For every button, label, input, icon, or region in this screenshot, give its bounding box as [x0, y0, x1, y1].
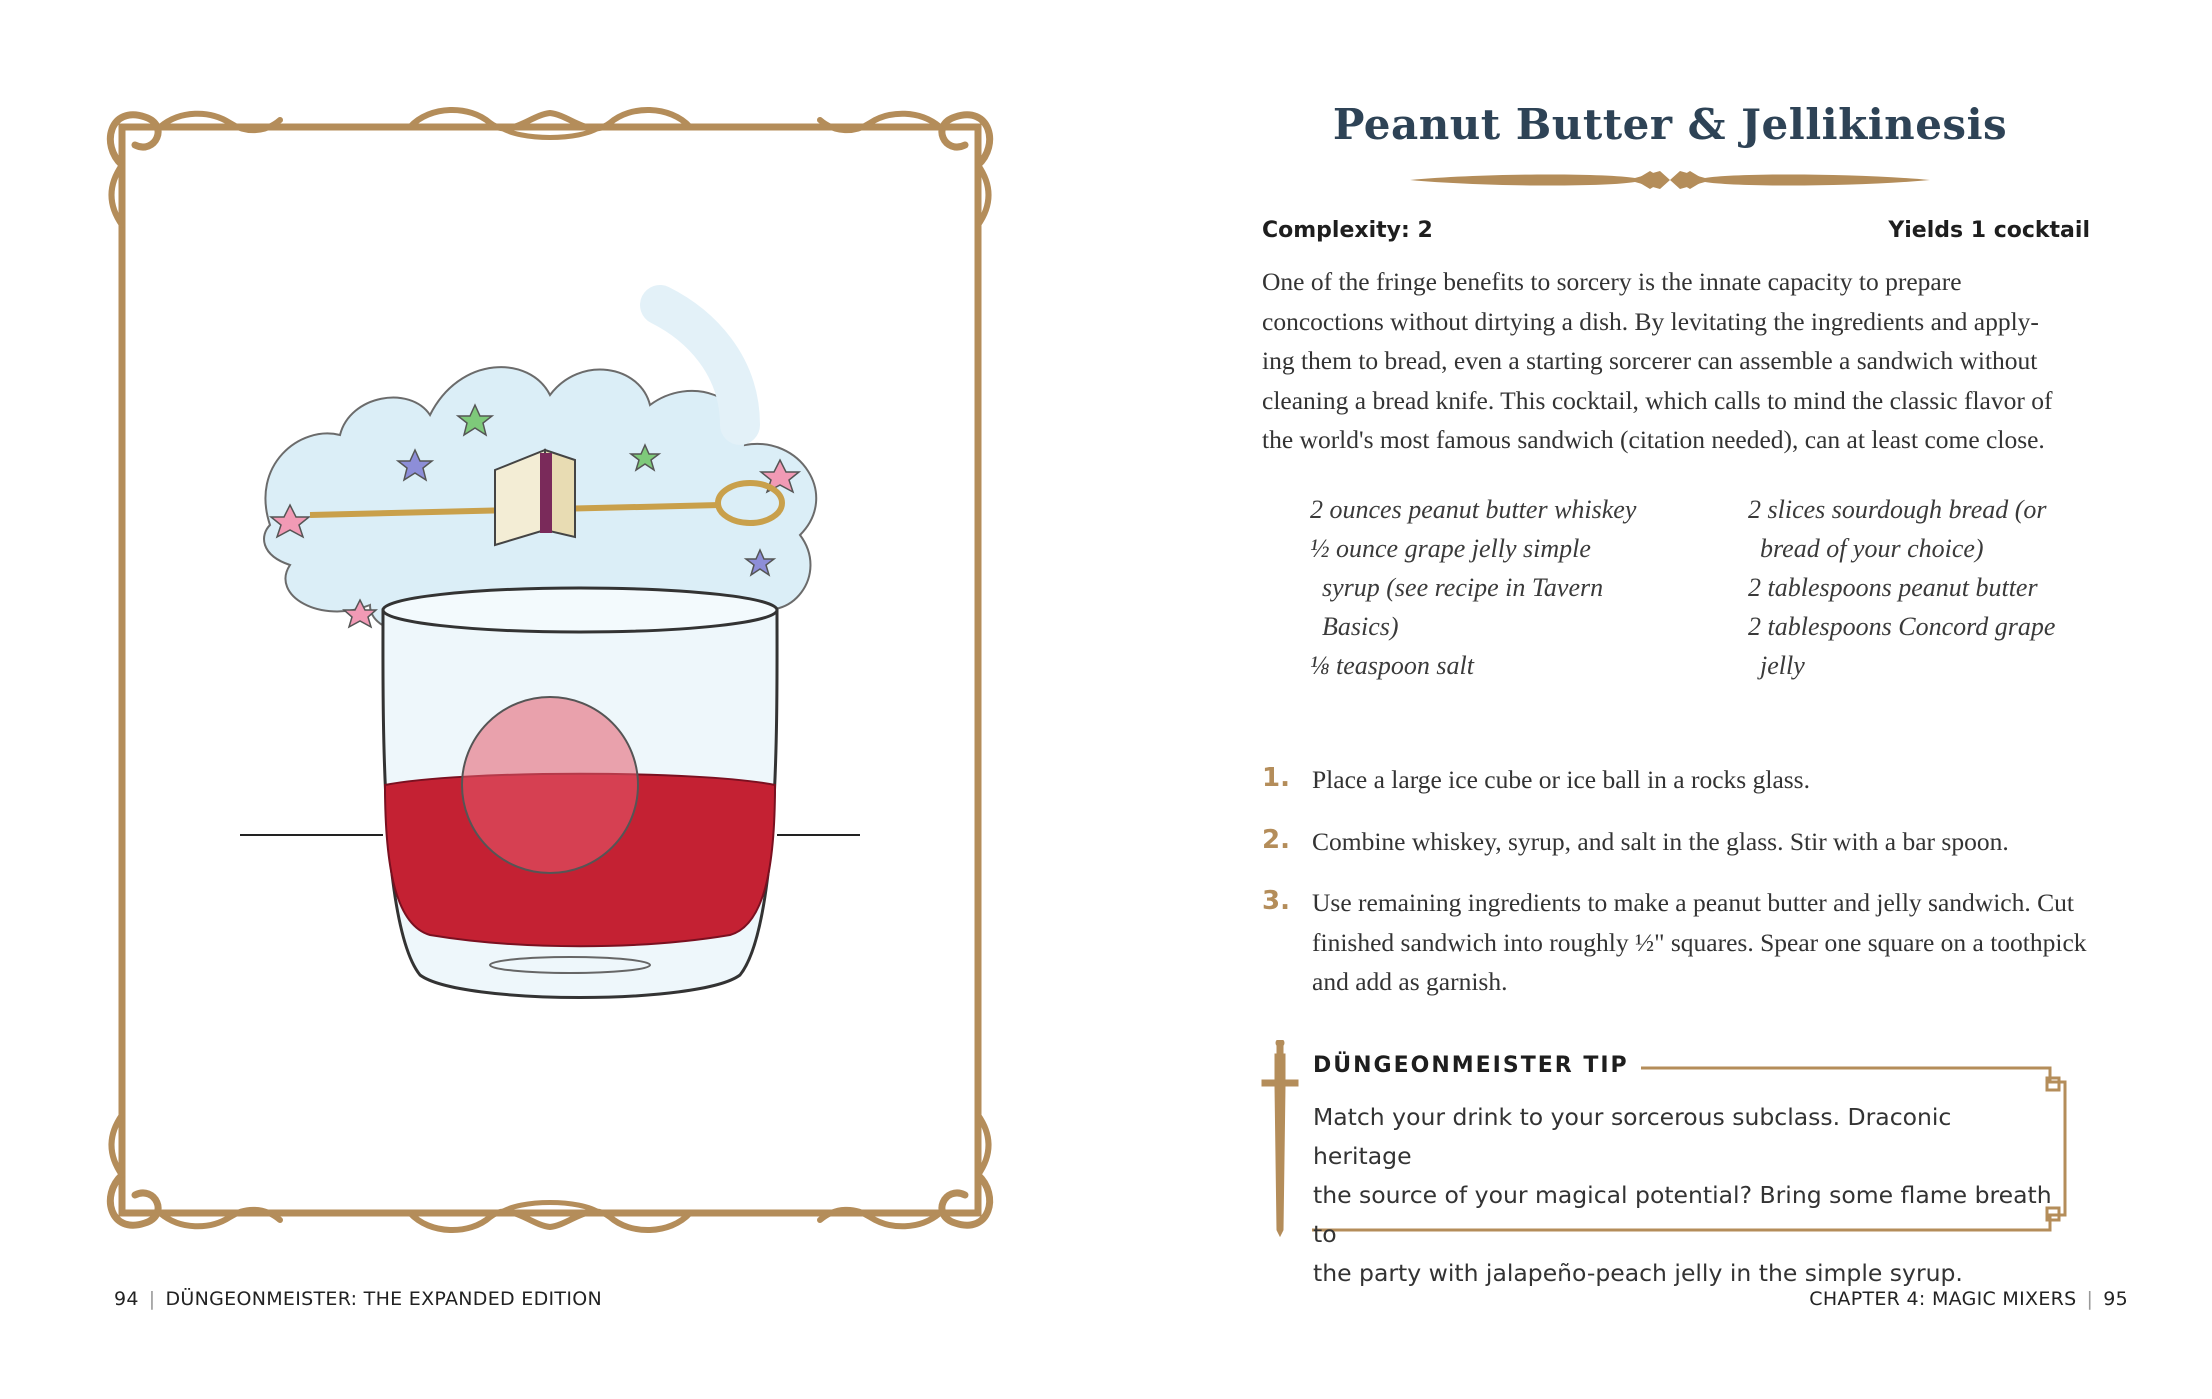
tip-body: [1313, 1098, 2053, 1293]
tip-title: DÜNGEONMEISTER TIP: [1313, 1053, 1641, 1078]
step-number: 2.: [1262, 824, 1290, 855]
ingredient-item: 2 ounces peanut butter whiskey: [1310, 495, 1637, 524]
step-text: Use remaining ingredients to make a peanut butter and jelly sandwich. Cut finished sandwich into roughly ½" squares. Spear one square on a toothpick and add as garnish.: [1312, 888, 2087, 996]
step-text: Place a large ice cube or ice ball in a rocks glass.: [1312, 765, 1810, 794]
ingredients-right-list: [1748, 490, 2088, 685]
step-number: 1.: [1262, 763, 1290, 793]
recipe-intro: [1262, 262, 2092, 460]
title-flourish-divider: [1405, 165, 1935, 195]
step-item: [1262, 822, 2092, 862]
complexity-label: Complexity: 2: [1262, 218, 1433, 243]
left-page-footer: [114, 1288, 602, 1310]
intro-line: cleaning a bread knife. This cocktail, which calls to mind the classic flavor of: [1262, 385, 2053, 415]
sword-icon: [1262, 1040, 1298, 1236]
tip-line: Match your drink to your sorcerous subclass. Draconic heritage: [1313, 1103, 1952, 1170]
footer-separator: |: [148, 1288, 156, 1310]
intro-line: One of the fringe benefits to sorcery is the innate capacity to prepare: [1262, 267, 1962, 296]
right-page-footer: [1809, 1288, 2128, 1310]
ingredient-item: ⅛ teaspoon salt: [1310, 651, 1474, 680]
recipe-steps: [1262, 760, 2092, 1002]
illustration-frame: [100, 105, 1000, 1235]
cocktail-illustration-icon: [240, 305, 860, 998]
yields-label: Yields 1 cocktail: [1888, 218, 2090, 243]
step-text: Combine whiskey, syrup, and salt in the glass. Stir with a bar spoon.: [1312, 826, 2009, 856]
intro-line: concoctions without dirtying a dish. By levitating the ingredients and apply-: [1262, 306, 2039, 336]
step-item: [1262, 760, 2092, 800]
step-number: 3.: [1262, 886, 1290, 916]
tip-line: the source of your magical potential? Bring some flame breath to: [1313, 1181, 2052, 1248]
footer-separator: |: [2086, 1288, 2094, 1310]
ingredient-item: 2 tablespoons Concord grape jelly: [1748, 612, 2056, 680]
right-page-number: 95: [2103, 1288, 2128, 1310]
intro-line: the world's most famous sandwich (citation needed), can at least come close.: [1262, 425, 2045, 454]
tip-line: the party with jalapeño-peach jelly in the simple syrup.: [1313, 1259, 1963, 1287]
step-item: [1262, 883, 2092, 1002]
chapter-title: CHAPTER 4: MAGIC MIXERS: [1809, 1288, 2077, 1310]
ingredient-item: 2 slices sourdough bread (or bread of your choice): [1748, 495, 2047, 563]
ingredient-item: ½ ounce grape jelly simple syrup (see recipe in Tavern Basics): [1310, 534, 1604, 641]
recipe-title: Peanut Butter & Jellikinesis: [1332, 100, 2008, 149]
ingredient-item: 2 tablespoons peanut butter: [1748, 573, 2038, 602]
book-title: DÜNGEONMEISTER: THE EXPANDED EDITION: [165, 1288, 602, 1310]
intro-line: ing them to bread, even a starting sorcerer can assemble a sandwich without: [1262, 346, 2038, 375]
ingredients-left-list: [1310, 490, 1640, 685]
left-page-number: 94: [114, 1288, 139, 1310]
